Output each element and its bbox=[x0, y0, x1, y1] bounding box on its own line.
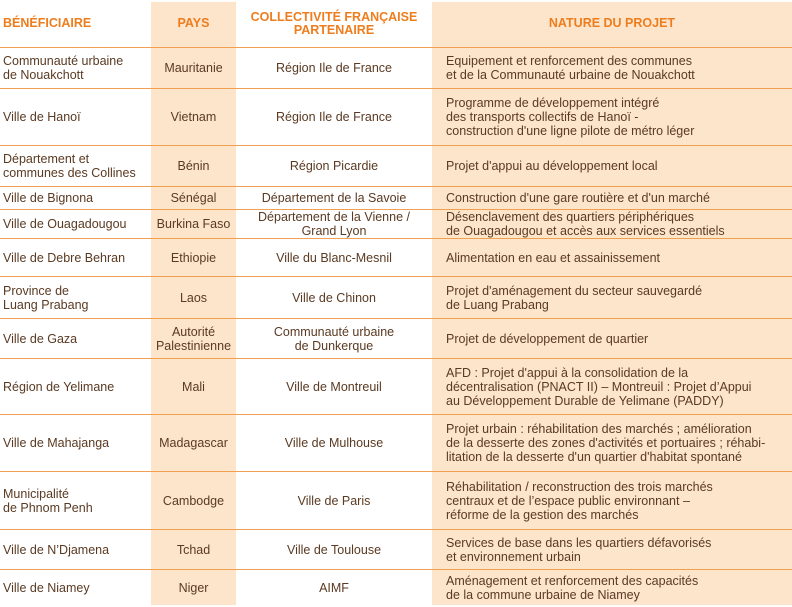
header-beneficiaire: BÉNÉFICIAIRE bbox=[0, 0, 151, 48]
header-collectivite: COLLECTIVITÉ FRANÇAISE PARTENAIRE bbox=[236, 0, 432, 48]
table-row bbox=[0, 210, 792, 239]
table-row bbox=[0, 570, 792, 607]
table-row bbox=[0, 277, 792, 319]
table-header-row bbox=[0, 0, 792, 48]
cell-pays: Sénégal bbox=[151, 187, 236, 210]
cell-pays: Mauritanie bbox=[151, 48, 236, 89]
cell-beneficiaire: Département et communes des Collines bbox=[0, 146, 151, 187]
table-row bbox=[0, 89, 792, 146]
cell-nature: Projet de développement de quartier bbox=[432, 319, 792, 359]
cell-beneficiaire: Ville de Mahajanga bbox=[0, 415, 151, 472]
cell-collectivite: Ville de Chinon bbox=[236, 277, 432, 319]
table-row bbox=[0, 319, 792, 359]
cell-pays: Ethiopie bbox=[151, 239, 236, 277]
cell-nature: AFD : Projet d'appui à la consolidation de la décentralisation (PNACT II) – Montreuil : Projet d’Appui au Développement Durable de Yelimane (PADDY) bbox=[432, 359, 792, 415]
table-row bbox=[0, 359, 792, 415]
cell-collectivite: Ville de Montreuil bbox=[236, 359, 432, 415]
cell-pays: Burkina Faso bbox=[151, 210, 236, 239]
table-row bbox=[0, 187, 792, 210]
table-row bbox=[0, 48, 792, 89]
cell-collectivite: Région Ile de France bbox=[236, 48, 432, 89]
table-row bbox=[0, 472, 792, 530]
cell-beneficiaire: Ville de Ouagadougou bbox=[0, 210, 151, 239]
cell-collectivite: Région Picardie bbox=[236, 146, 432, 187]
cell-collectivite: Ville du Blanc-Mesnil bbox=[236, 239, 432, 277]
cell-nature: Projet d'appui au développement local bbox=[432, 146, 792, 187]
table-row bbox=[0, 239, 792, 277]
cell-nature: Programme de développement intégré des transports collectifs de Hanoï - construction d'une ligne pilote de métro léger bbox=[432, 89, 792, 146]
cell-collectivite: Région Ile de France bbox=[236, 89, 432, 146]
cell-beneficiaire: Région de Yelimane bbox=[0, 359, 151, 415]
cell-beneficiaire: Municipalité de Phnom Penh bbox=[0, 472, 151, 530]
cell-nature: Equipement et renforcement des communes et de la Communauté urbaine de Nouakchott bbox=[432, 48, 792, 89]
cell-nature: Désenclavement des quartiers périphériques de Ouagadougou et accès aux services essentiels bbox=[432, 210, 792, 239]
cell-collectivite: Ville de Toulouse bbox=[236, 530, 432, 570]
cell-nature: Aménagement et renforcement des capacités de la commune urbaine de Niamey bbox=[446, 574, 699, 603]
cell-collectivite: AIMF bbox=[319, 581, 349, 596]
table-row bbox=[0, 146, 792, 187]
cell-nature: Construction d'une gare routière et d'un marché bbox=[432, 187, 792, 210]
cell-beneficiaire: Province de Luang Prabang bbox=[0, 277, 151, 319]
cell-beneficiaire: Ville de Bignona bbox=[0, 187, 151, 210]
cell-nature: Projet urbain : réhabilitation des marchés ; amélioration de la desserte des zones d'activités et portuaires ; réhabi- litation de la desserte d'un quartier d'habitat spontané bbox=[432, 415, 792, 472]
cell-beneficiaire: Ville de Debre Behran bbox=[0, 239, 151, 277]
cell-beneficiaire: Communauté urbaine de Nouakchott bbox=[0, 48, 151, 89]
cell-pays: Tchad bbox=[151, 530, 236, 570]
cell-pays: Cambodge bbox=[151, 472, 236, 530]
cell-beneficiaire: Ville de Niamey bbox=[3, 581, 90, 596]
header-nature: NATURE DU PROJET bbox=[432, 0, 792, 48]
cell-collectivite: Département de la Savoie bbox=[236, 187, 432, 210]
cell-beneficiaire: Ville de Hanoï bbox=[0, 89, 151, 146]
cell-nature: Projet d'aménagement du secteur sauvegardé de Luang Prabang bbox=[432, 277, 792, 319]
header-pays: PAYS bbox=[151, 0, 236, 48]
cell-pays: Niger bbox=[178, 581, 209, 596]
cell-pays: Madagascar bbox=[151, 415, 236, 472]
cell-collectivite: Ville de Paris bbox=[236, 472, 432, 530]
cell-beneficiaire: Ville de N’Djamena bbox=[0, 530, 151, 570]
table-row bbox=[0, 415, 792, 472]
cell-beneficiaire: Ville de Gaza bbox=[0, 319, 151, 359]
cell-nature: Réhabilitation / reconstruction des trois marchés centraux et de l’espace public environnant – réforme de la gestion des marchés bbox=[432, 472, 792, 530]
cell-pays: Laos bbox=[151, 277, 236, 319]
cell-nature: Services de base dans les quartiers défavorisés et environnement urbain bbox=[432, 530, 792, 570]
table-row bbox=[0, 530, 792, 570]
cell-pays: Bénin bbox=[151, 146, 236, 187]
cell-pays: Vietnam bbox=[151, 89, 236, 146]
cell-pays: Autorité Palestinienne bbox=[151, 319, 236, 359]
cell-collectivite: Département de la Vienne / Grand Lyon bbox=[236, 210, 432, 239]
cell-collectivite: Ville de Mulhouse bbox=[236, 415, 432, 472]
cell-nature: Alimentation en eau et assainissement bbox=[432, 239, 792, 277]
cell-pays: Mali bbox=[151, 359, 236, 415]
cell-collectivite: Communauté urbaine de Dunkerque bbox=[236, 319, 432, 359]
